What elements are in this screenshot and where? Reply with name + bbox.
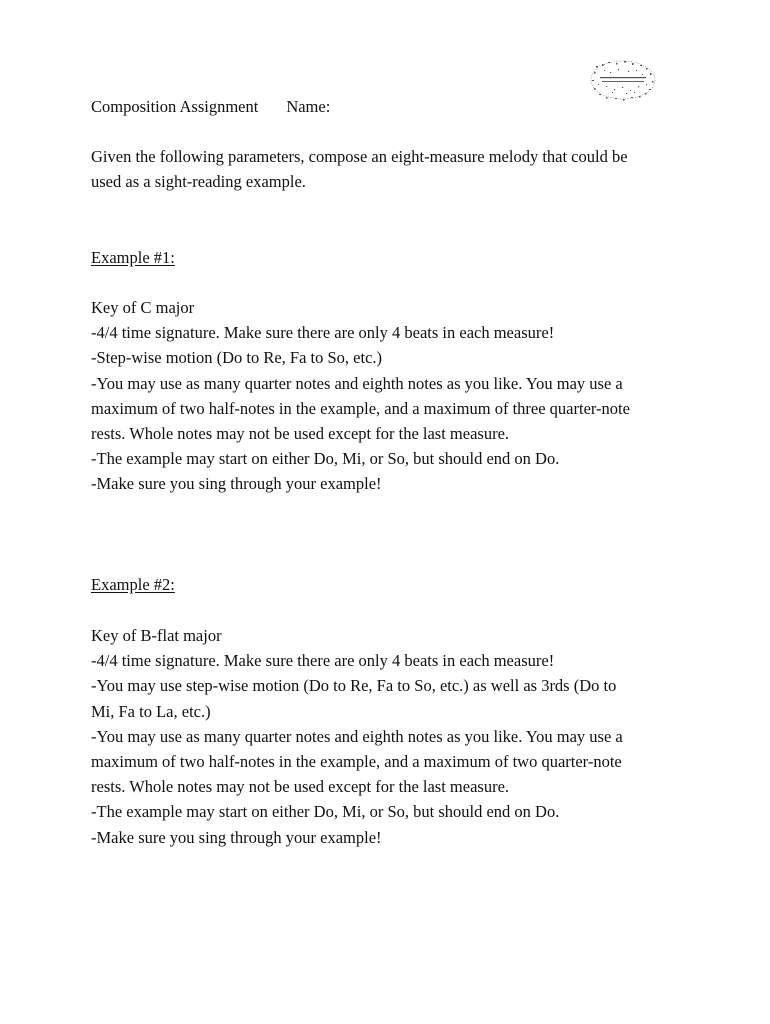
example1-line: -Make sure you sing through your example! [91,474,382,494]
example2-line: -You may use as many quarter notes and eighth notes as you like. You may use a [91,726,623,746]
example2-heading: Example #2: [91,575,175,594]
example2-line: -Make sure you sing through your example! [91,827,382,847]
example1-line: rests. Whole notes may not be used except for the last measure. [91,423,510,443]
header-row [91,94,330,119]
example2-line: -The example may start on either Do, Mi, or So, but should end on Do. [91,802,560,822]
example2-line: rests. Whole notes may not be used except for the last measure. [91,777,510,797]
example2-body [91,623,691,850]
logo-stamp-icon [588,58,658,102]
example1-line: Key of C major [91,298,195,317]
example1-section [91,245,691,270]
name-label: Name: [286,97,331,116]
example1-line: -4/4 time signature. Make sure there are only 4 beats in each measure! [91,323,555,343]
example1-line: -The example may start on either Do, Mi, or So, but should end on Do. [91,449,560,469]
assignment-title: Composition Assignment [91,97,259,116]
example1-heading: Example #1: [91,248,175,267]
example1-line: -You may use as many quarter notes and eighth notes as you like. You may use a [91,373,623,393]
example2-line: maximum of two half-notes in the example, and a maximum of two quarter-note [91,751,622,771]
intro-line: used as a sight-reading example. [91,172,306,192]
example1-line: maximum of two half-notes in the example, and a maximum of three quarter-note [91,398,630,418]
example1-line: -Step-wise motion (Do to Re, Fa to So, etc.) [91,348,383,368]
example2-line: Mi, Fa to La, etc.) [91,701,211,721]
intro-line: Given the following parameters, compose an eight-measure melody that could be [91,147,628,166]
example2-section [91,572,691,597]
example2-line: Key of B-flat major [91,626,222,645]
example1-body [91,295,691,497]
example2-line: -4/4 time signature. Make sure there are only 4 beats in each measure! [91,651,555,671]
intro-paragraph [91,144,691,194]
example2-line: -You may use step-wise motion (Do to Re, Fa to So, etc.) as well as 3rds (Do to [91,676,617,696]
